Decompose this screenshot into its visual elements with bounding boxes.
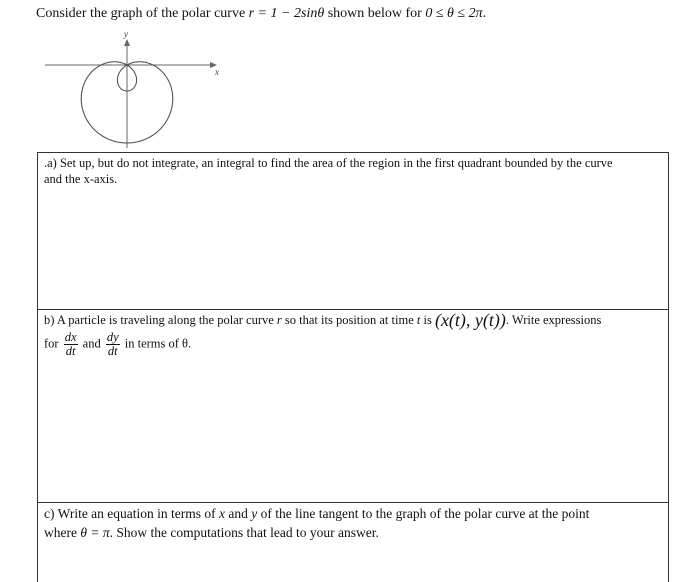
part-c-where: where — [44, 525, 81, 540]
position-expression: (x(t), y(t)) — [434, 310, 506, 330]
polar-equation: r = 1 − 2sinθ — [248, 6, 325, 21]
intro-suffix: . — [482, 6, 487, 21]
for-word: for — [44, 336, 59, 351]
part-b-line1 — [44, 312, 601, 328]
part-b-is: is — [420, 313, 435, 327]
x-variable: x — [219, 506, 226, 521]
y-axis-label: y — [124, 30, 128, 39]
part-a-box — [37, 152, 669, 309]
part-b-box — [37, 309, 669, 502]
part-b-mid: so that its position at time — [281, 313, 417, 327]
dy-dt-fraction — [106, 331, 120, 358]
y-variable: y — [251, 506, 258, 521]
part-a-question — [44, 155, 613, 187]
theta-domain: 0 ≤ θ ≤ 2π — [425, 6, 483, 21]
part-c-box — [37, 502, 669, 582]
problem-intro — [36, 6, 486, 22]
part-c-suffix: of the line tangent to the graph of the polar curve at the point — [257, 506, 590, 521]
intro-prefix: Consider the graph of the polar curve — [36, 6, 249, 21]
polar-curve-graph — [40, 30, 230, 148]
x-axis-label: x — [215, 67, 219, 77]
part-b-prefix: b) A particle is traveling along the polar curve — [44, 313, 277, 327]
y-axis-arrow — [124, 39, 130, 46]
part-c-prefix: c) Write an equation in terms of — [44, 506, 220, 521]
dx-numerator: dx — [64, 330, 77, 344]
part-a-line1: .a) Set up, but do not integrate, an integral to find the area of the region in the first quadrant bounded by the curve — [44, 156, 613, 170]
t-variable: t — [416, 313, 421, 327]
part-c-line2 — [44, 523, 589, 542]
part-b-line2 — [44, 331, 601, 358]
intro-middle: shown below for — [324, 6, 426, 21]
part-b-suffix: . Write expressions — [505, 313, 602, 327]
dy-denominator: dt — [107, 344, 118, 358]
and-word: and — [82, 336, 101, 351]
part-c-and: and — [225, 506, 252, 521]
part-c-line1 — [44, 504, 589, 523]
part-b-question — [44, 312, 601, 358]
dx-dt-fraction — [64, 331, 78, 358]
part-c-line2-suffix: . Show the computations that lead to your answer. — [109, 525, 379, 540]
theta-equation: θ = π — [80, 525, 110, 540]
part-a-line2: and the x-axis. — [44, 172, 118, 186]
dy-numerator: dy — [106, 330, 119, 344]
part-c-question — [44, 504, 589, 542]
r-variable: r — [276, 313, 282, 327]
dx-denominator: dt — [65, 344, 76, 358]
part-b-tail: in terms of θ. — [124, 336, 192, 351]
